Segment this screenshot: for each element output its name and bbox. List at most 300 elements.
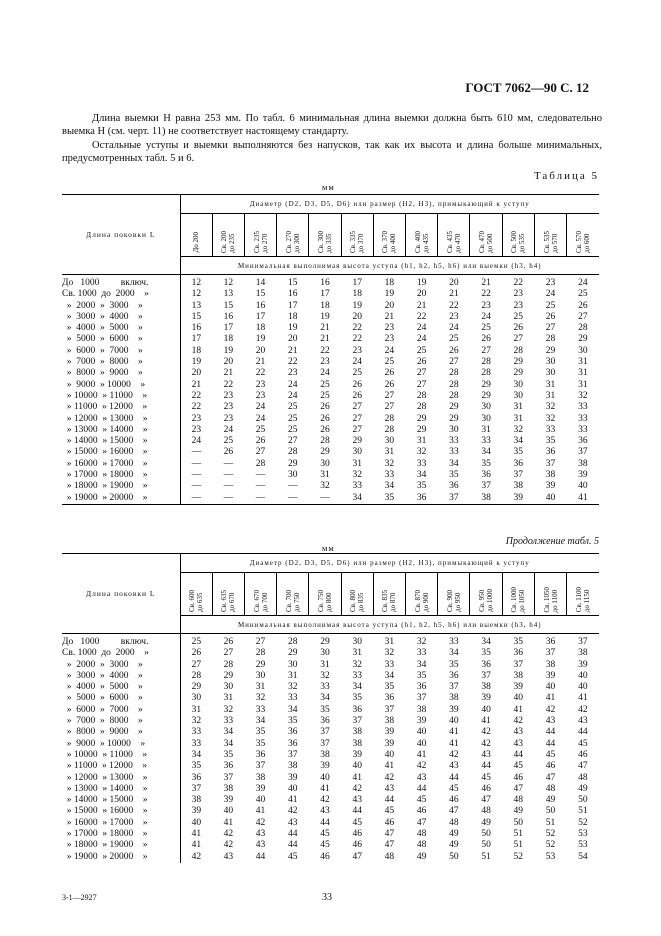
table-cell: 46 bbox=[449, 795, 459, 806]
table-cell: 21 bbox=[416, 300, 427, 311]
table-cell: 18 bbox=[288, 311, 298, 322]
row-length-label: » 9000 » 10000 » bbox=[62, 739, 180, 750]
table-cell: 25 bbox=[545, 300, 556, 311]
table-cell: 43 bbox=[449, 761, 459, 772]
table-cell: 47 bbox=[384, 829, 395, 840]
table-cell: 33 bbox=[255, 704, 266, 715]
table-cell: 20 bbox=[416, 289, 427, 300]
range-header bbox=[534, 573, 566, 616]
table-cell: 28 bbox=[255, 458, 266, 469]
table-cell: 29 bbox=[545, 345, 556, 356]
table-cell: 25 bbox=[320, 379, 330, 390]
table-cell: — bbox=[180, 493, 212, 505]
table-cell: 42 bbox=[320, 795, 330, 806]
continuation-caption: Продолжение табл. 5 bbox=[505, 536, 599, 547]
row-length-label: » 18000 » 19000 » bbox=[62, 840, 180, 851]
table-cell: 37 bbox=[481, 670, 491, 681]
table-cell: 51 bbox=[545, 817, 556, 828]
table-cell: 53 bbox=[578, 829, 588, 840]
diameter-header: Диаметр (D2, D3, D5, D6) или размер (H2, H3), примыкающий к уступу bbox=[180, 195, 599, 214]
table-cell: 50 bbox=[513, 817, 524, 828]
table-cell: 25 bbox=[255, 424, 266, 435]
table-cell: 35 bbox=[449, 659, 459, 670]
table-row bbox=[62, 739, 599, 750]
range-label: Св. 470 до 500 bbox=[478, 231, 495, 253]
table-cell: 47 bbox=[481, 795, 491, 806]
range-header bbox=[212, 573, 244, 616]
table-cell: 27 bbox=[191, 659, 202, 670]
table-cell: 24 bbox=[545, 289, 556, 300]
table-cell: 47 bbox=[352, 851, 362, 862]
table-cell: 36 bbox=[513, 648, 524, 659]
table-cell: 16 bbox=[255, 300, 266, 311]
table-cell: 34 bbox=[223, 727, 234, 738]
table-cell: 41 bbox=[449, 738, 459, 749]
table-row bbox=[62, 447, 599, 458]
table-cell: 36 bbox=[449, 670, 459, 681]
table-cell: 23 bbox=[545, 278, 556, 288]
table-cell: 28 bbox=[449, 379, 459, 390]
table-cell: 42 bbox=[578, 704, 588, 715]
table-cell: 38 bbox=[255, 772, 266, 783]
table-cell: 29 bbox=[513, 368, 524, 379]
table-cell: 24 bbox=[255, 402, 266, 413]
table-cell: 20 bbox=[449, 278, 459, 288]
table-cell: 40 bbox=[449, 716, 459, 727]
table-cell: 43 bbox=[513, 727, 524, 738]
table-cell: 38 bbox=[191, 795, 202, 806]
table-row bbox=[62, 840, 599, 851]
table-cell: 47 bbox=[513, 783, 524, 794]
row-length-label: » 12000 » 13000 » bbox=[62, 773, 180, 784]
range-label: Св. 435 до 470 bbox=[445, 231, 462, 253]
table-cell: 33 bbox=[449, 637, 459, 647]
table-cell: 23 bbox=[513, 289, 524, 300]
range-label: До 200 bbox=[192, 232, 201, 253]
table-cell: 53 bbox=[578, 840, 588, 851]
table-cell: 38 bbox=[416, 704, 427, 715]
table-cell: 18 bbox=[352, 289, 362, 300]
table-cell: 37 bbox=[578, 447, 588, 458]
table-cell: 31 bbox=[255, 682, 266, 693]
table-cell: 40 bbox=[578, 670, 588, 681]
range-header bbox=[277, 573, 309, 616]
table-cell: 21 bbox=[288, 345, 298, 356]
table-cell: 30 bbox=[578, 345, 588, 356]
table-cell: 33 bbox=[416, 458, 427, 469]
table-cell: 16 bbox=[191, 323, 202, 334]
table-cell: 41 bbox=[223, 817, 234, 828]
table-cell: 42 bbox=[288, 806, 298, 817]
table-cell: 43 bbox=[513, 738, 524, 749]
table-cell: — bbox=[212, 493, 244, 505]
table-cell: 35 bbox=[320, 704, 330, 715]
table-cell: 27 bbox=[513, 334, 524, 345]
table-cell: 41 bbox=[288, 795, 298, 806]
table-cell: 43 bbox=[320, 806, 330, 817]
table-cell: 34 bbox=[223, 738, 234, 749]
table-cell: 19 bbox=[352, 300, 362, 311]
table-row bbox=[62, 312, 599, 323]
row-length-label: » 5000 » 6000 » bbox=[62, 334, 180, 345]
table-cell: — bbox=[223, 481, 234, 492]
table-cell: — bbox=[244, 493, 276, 505]
table-cell: 48 bbox=[384, 851, 395, 862]
range-label: Св. 835 до 870 bbox=[381, 590, 398, 612]
table-cell: 15 bbox=[191, 311, 202, 322]
table-cell: 48 bbox=[513, 795, 524, 806]
table-cell: 38 bbox=[352, 738, 362, 749]
table-cell: 39 bbox=[578, 659, 588, 670]
table-cell: 33 bbox=[384, 470, 395, 481]
row-length-label: » 3000 » 4000 » bbox=[62, 671, 180, 682]
table-cell: 46 bbox=[513, 772, 524, 783]
table-cell: 39 bbox=[578, 470, 588, 481]
table-cell: 43 bbox=[255, 829, 266, 840]
table-cell: 23 bbox=[223, 390, 234, 401]
table-cell: 32 bbox=[578, 390, 588, 401]
table-cell: 34 bbox=[341, 493, 373, 505]
table-cell: 24 bbox=[255, 413, 266, 424]
range-header bbox=[309, 573, 341, 616]
table-cell: 45 bbox=[481, 772, 491, 783]
table-cell: 27 bbox=[384, 390, 395, 401]
table-cell: 22 bbox=[352, 334, 362, 345]
table-cell: 52 bbox=[545, 829, 556, 840]
table-cell: 19 bbox=[320, 311, 330, 322]
table-cell: 49 bbox=[481, 817, 491, 828]
range-header bbox=[180, 573, 212, 616]
table-cell: 35 bbox=[513, 637, 524, 647]
table-cell: 44 bbox=[320, 817, 330, 828]
range-label: Св. 335 до 370 bbox=[349, 231, 366, 253]
table-cell: 18 bbox=[384, 278, 395, 288]
table-cell: 31 bbox=[513, 402, 524, 413]
range-header bbox=[244, 214, 276, 257]
table-cell: 39 bbox=[449, 704, 459, 715]
table-cell: 38 bbox=[320, 749, 330, 760]
range-label: Св. 700 до 750 bbox=[284, 590, 301, 612]
table-cell: 40 bbox=[578, 682, 588, 693]
table-cell: 27 bbox=[255, 447, 266, 458]
table-cell: 21 bbox=[481, 278, 491, 288]
table-cell: 28 bbox=[416, 390, 427, 401]
table-cell: 33 bbox=[352, 670, 362, 681]
table-cell: 43 bbox=[255, 840, 266, 851]
table-cell: 25 bbox=[191, 637, 202, 647]
table-cell: 50 bbox=[449, 851, 459, 862]
table-cell: 32 bbox=[545, 402, 556, 413]
table-cell: 25 bbox=[288, 424, 298, 435]
table-cell: 35 bbox=[191, 761, 202, 772]
range-header bbox=[406, 573, 438, 616]
table-cell: 24 bbox=[288, 390, 298, 401]
table-cell: 37 bbox=[513, 659, 524, 670]
table-cell: 44 bbox=[449, 772, 459, 783]
table-cell: 27 bbox=[416, 368, 427, 379]
table-cell: 29 bbox=[191, 682, 202, 693]
table-cell: 22 bbox=[416, 311, 427, 322]
table-cell: 47 bbox=[449, 806, 459, 817]
table-cell: 41 bbox=[449, 727, 459, 738]
table-cell: 34 bbox=[384, 670, 395, 681]
table-cell: 22 bbox=[320, 345, 330, 356]
table-cell: 27 bbox=[223, 648, 234, 659]
table-cell: 22 bbox=[352, 323, 362, 334]
table-cell: — bbox=[255, 470, 266, 481]
table-cell: 20 bbox=[223, 357, 234, 368]
table-cell: 41 bbox=[578, 693, 588, 704]
table-cell: 33 bbox=[320, 682, 330, 693]
table-cell: 44 bbox=[513, 749, 524, 760]
table-cell: 41 bbox=[513, 704, 524, 715]
table-cell: 31 bbox=[578, 368, 588, 379]
table-cell: 51 bbox=[481, 851, 491, 862]
table-cell: 39 bbox=[255, 783, 266, 794]
table-cell: 37 bbox=[288, 749, 298, 760]
table-cell: — bbox=[277, 493, 309, 505]
table-cell: 40 bbox=[481, 704, 491, 715]
table-cell: 21 bbox=[384, 311, 395, 322]
row-length-label: » 6000 » 7000 » bbox=[62, 346, 180, 357]
table-cell: 36 bbox=[416, 682, 427, 693]
table-cell: 24 bbox=[578, 278, 588, 288]
table-cell: 19 bbox=[191, 357, 202, 368]
table-cell: 50 bbox=[578, 795, 588, 806]
table-cell: 26 bbox=[223, 637, 234, 647]
table-cell: 49 bbox=[545, 795, 556, 806]
table-cell: 23 bbox=[255, 379, 266, 390]
table-cell: 40 bbox=[416, 727, 427, 738]
table-cell: 28 bbox=[384, 424, 395, 435]
table-cell: 27 bbox=[449, 357, 459, 368]
table-row bbox=[62, 493, 599, 505]
table-cell: 28 bbox=[578, 323, 588, 334]
table-cell: 44 bbox=[352, 806, 362, 817]
table-cell: 36 bbox=[481, 470, 491, 481]
table-cell: 30 bbox=[352, 637, 362, 647]
table-cell: 31 bbox=[384, 447, 395, 458]
table-cell: 51 bbox=[578, 806, 588, 817]
table-cell: 27 bbox=[481, 345, 491, 356]
table-cell: 19 bbox=[223, 345, 234, 356]
table-cell: 32 bbox=[384, 648, 395, 659]
row-length-label: » 7000 » 8000 » bbox=[62, 357, 180, 368]
table-cell: 26 bbox=[416, 357, 427, 368]
range-label: Св. 535 до 570 bbox=[542, 231, 559, 253]
table-cell: 45 bbox=[545, 749, 556, 760]
row-length-label: » 11000 » 12000 » bbox=[62, 402, 180, 413]
table-cell: 43 bbox=[352, 795, 362, 806]
table-5-part-1 bbox=[62, 194, 599, 505]
range-label: Св. 870 до 900 bbox=[413, 590, 430, 612]
table-cell: 28 bbox=[481, 368, 491, 379]
table-cell: 49 bbox=[578, 783, 588, 794]
table-cell: 26 bbox=[352, 379, 362, 390]
table-cell: 17 bbox=[191, 334, 202, 345]
table-cell: 32 bbox=[191, 716, 202, 727]
table-cell: 40 bbox=[416, 738, 427, 749]
table-cell: 29 bbox=[449, 402, 459, 413]
table-cell: 46 bbox=[384, 817, 395, 828]
table-cell: 22 bbox=[513, 278, 524, 288]
range-header bbox=[309, 214, 341, 257]
table-cell: 23 bbox=[352, 345, 362, 356]
table-cell: 49 bbox=[416, 851, 427, 862]
range-label: Св. 235 до 270 bbox=[252, 231, 269, 253]
table-cell: 50 bbox=[545, 806, 556, 817]
table-cell: 29 bbox=[255, 659, 266, 670]
table-cell: 31 bbox=[481, 424, 491, 435]
diameter-header-2: Диаметр (D2, D3, D5, D6) или размер (H2, H3), примыкающий к уступу bbox=[180, 554, 599, 573]
table-cell: 34 bbox=[449, 458, 459, 469]
table-cell: 33 bbox=[578, 402, 588, 413]
table-cell: 38 bbox=[481, 682, 491, 693]
table-cell: 30 bbox=[481, 413, 491, 424]
row-length-label: » 4000 » 5000 » bbox=[62, 682, 180, 693]
range-label: Св. 500 до 535 bbox=[510, 231, 527, 253]
table-cell: 14 bbox=[255, 278, 266, 288]
table-cell: 36 bbox=[578, 436, 588, 447]
unit-label: мм bbox=[322, 182, 335, 192]
table-cell: 29 bbox=[320, 637, 330, 647]
table-cell: 22 bbox=[449, 300, 459, 311]
table-cell: 48 bbox=[578, 772, 588, 783]
table-cell: 34 bbox=[416, 470, 427, 481]
table-cell: 36 bbox=[545, 447, 556, 458]
range-label: Св. 950 до 1000 bbox=[478, 589, 495, 612]
table-cell: 27 bbox=[255, 637, 266, 647]
table-cell: 44 bbox=[545, 727, 556, 738]
table-cell: 35 bbox=[288, 716, 298, 727]
table-cell: 15 bbox=[223, 300, 234, 311]
row-length-label: » 2000 » 3000 » bbox=[62, 301, 180, 312]
table-cell: 38 bbox=[513, 481, 524, 492]
table-cell: 25 bbox=[578, 289, 588, 300]
table-cell: 27 bbox=[384, 402, 395, 413]
table-cell: 41 bbox=[320, 783, 330, 794]
table-cell: 32 bbox=[416, 637, 427, 647]
table-cell: 20 bbox=[352, 311, 362, 322]
table-row bbox=[62, 705, 599, 716]
table-cell: 36 bbox=[481, 659, 491, 670]
table-cell: 36 bbox=[288, 727, 298, 738]
table-cell: — bbox=[223, 458, 234, 469]
table-cell: 24 bbox=[416, 323, 427, 334]
table-cell: 24 bbox=[449, 323, 459, 334]
range-header bbox=[534, 214, 566, 257]
page-number: 33 bbox=[322, 892, 332, 903]
document-header: ГОСТ 7062—90 С. 12 bbox=[465, 80, 589, 95]
table-cell: 31 bbox=[513, 413, 524, 424]
table-row bbox=[62, 459, 599, 470]
table-cell: 33 bbox=[578, 413, 588, 424]
table-cell: 26 bbox=[320, 413, 330, 424]
table-cell: 26 bbox=[320, 424, 330, 435]
table-cell: 49 bbox=[449, 829, 459, 840]
table-cell: 43 bbox=[384, 783, 395, 794]
table-cell: 48 bbox=[449, 817, 459, 828]
table-cell: 35 bbox=[416, 670, 427, 681]
table-cell: 26 bbox=[578, 300, 588, 311]
range-label: Св. 370 до 400 bbox=[381, 231, 398, 253]
table-cell: 15 bbox=[288, 278, 298, 288]
range-header bbox=[567, 214, 599, 257]
table-cell: 40 bbox=[223, 806, 234, 817]
table-cell: 30 bbox=[545, 368, 556, 379]
table-cell: 36 bbox=[191, 772, 202, 783]
table-cell: 42 bbox=[223, 840, 234, 851]
table-cell: 26 bbox=[449, 345, 459, 356]
table-row bbox=[62, 784, 599, 795]
table-cell: 23 bbox=[255, 390, 266, 401]
table-cell: 44 bbox=[288, 840, 298, 851]
table-cell: 34 bbox=[288, 704, 298, 715]
table-row bbox=[62, 323, 599, 334]
table-row bbox=[62, 671, 599, 682]
table-cell: 30 bbox=[449, 424, 459, 435]
paragraph-recess-length: Длина выемки H равна 253 мм. По табл. 6 минимальная длина выемки должна быть 610 мм, следовательно выемка H (см. черт. 11) не соответствует настоящему стандарту. bbox=[62, 112, 602, 137]
range-label: Св. 670 до 700 bbox=[252, 590, 269, 612]
table-cell: 40 bbox=[578, 481, 588, 492]
table-cell: 21 bbox=[191, 379, 202, 390]
table-cell: 30 bbox=[513, 379, 524, 390]
range-label: Св. 570 до 600 bbox=[575, 231, 592, 253]
table-cell: 34 bbox=[384, 481, 395, 492]
table-row bbox=[62, 727, 599, 738]
table-cell: 33 bbox=[578, 424, 588, 435]
table-cell: 29 bbox=[416, 424, 427, 435]
table-cell: 40 bbox=[288, 783, 298, 794]
range-header bbox=[341, 214, 373, 257]
table-cell: 31 bbox=[384, 637, 395, 647]
table-cell: 24 bbox=[481, 311, 491, 322]
row-length-label: » 15000 » 16000 » bbox=[62, 806, 180, 817]
table-cell: 28 bbox=[449, 368, 459, 379]
row-length-label: » 11000 » 12000 » bbox=[62, 761, 180, 772]
table-cell: 25 bbox=[449, 334, 459, 345]
table-cell: 46 bbox=[352, 840, 362, 851]
table-cell: 38 bbox=[384, 716, 395, 727]
table-cell: 44 bbox=[545, 738, 556, 749]
table-cell: 35 bbox=[513, 447, 524, 458]
table-cell: 30 bbox=[384, 436, 395, 447]
table-cell: 45 bbox=[416, 795, 427, 806]
table-row bbox=[62, 481, 599, 492]
table-cell: 35 bbox=[373, 493, 405, 505]
row-length-label: » 17000 » 18000 » bbox=[62, 829, 180, 840]
table-cell: 38 bbox=[288, 761, 298, 772]
row-length-label: » 13000 » 14000 » bbox=[62, 425, 180, 436]
table-cell: 22 bbox=[191, 402, 202, 413]
table-cell: 31 bbox=[288, 670, 298, 681]
table-cell: — bbox=[191, 481, 202, 492]
table-cell: 37 bbox=[320, 738, 330, 749]
table-cell: 36 bbox=[449, 481, 459, 492]
table-cell: 23 bbox=[223, 402, 234, 413]
table-cell: 53 bbox=[545, 851, 556, 862]
table-cell: 22 bbox=[481, 289, 491, 300]
table-row bbox=[62, 648, 599, 659]
table-row bbox=[62, 357, 599, 368]
table-row bbox=[62, 682, 599, 693]
table-cell: 21 bbox=[449, 289, 459, 300]
table-cell: 32 bbox=[545, 413, 556, 424]
table-row bbox=[62, 634, 599, 649]
table-cell: 25 bbox=[223, 436, 234, 447]
table-cell: 28 bbox=[481, 357, 491, 368]
table-cell: 30 bbox=[223, 682, 234, 693]
